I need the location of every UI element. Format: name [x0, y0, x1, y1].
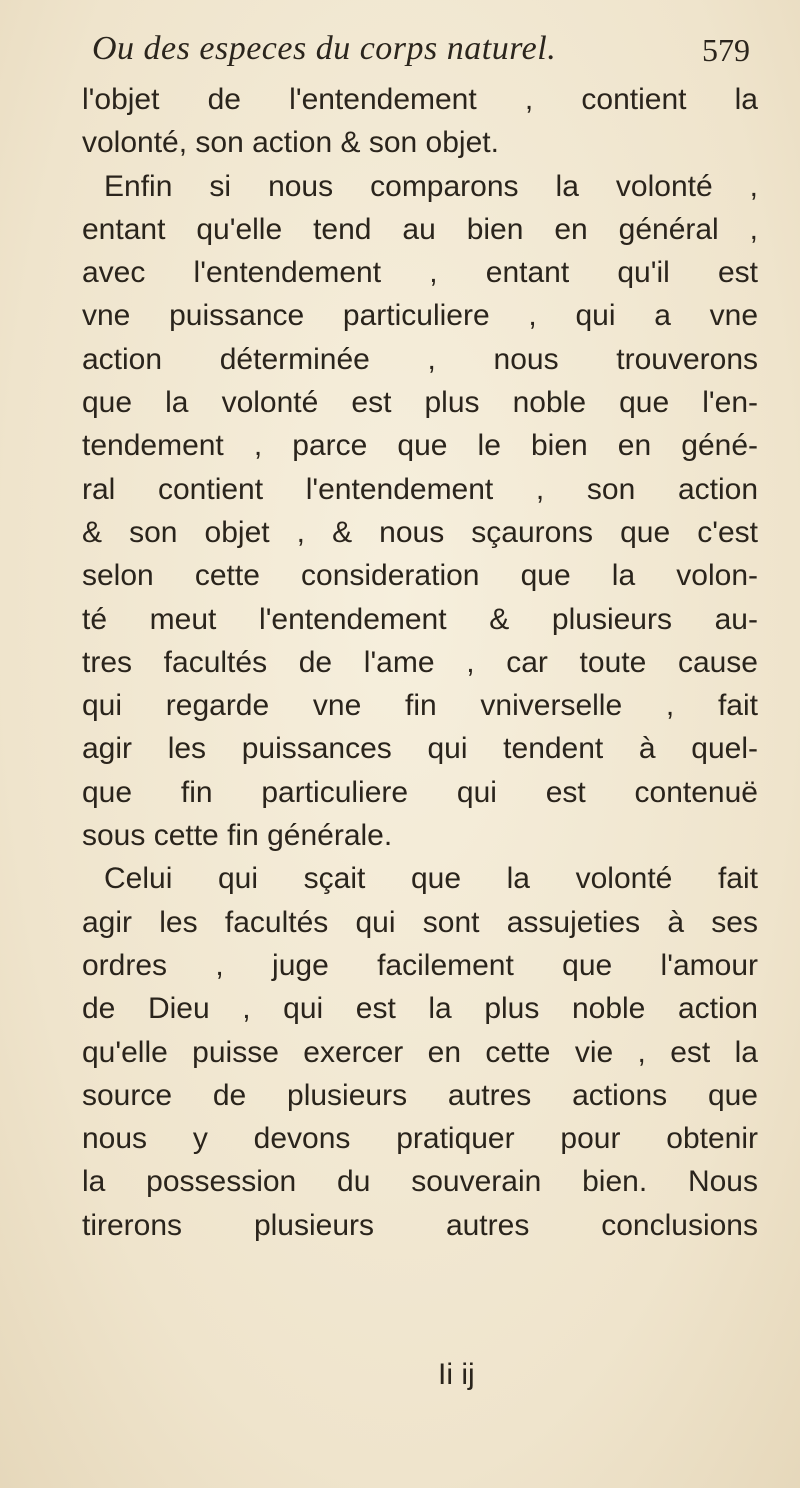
text-line: entant qu'elle tend au bien en général , [82, 212, 758, 246]
text-line: tendement , parce que le bien en géné- [82, 429, 758, 463]
text-line: nous y devons pratiquer pour obtenir [82, 1122, 758, 1156]
page-header [80, 30, 750, 80]
text-line: Celui qui sçait que la volonté fait [104, 862, 758, 896]
text-line: agir les puissances qui tendent à quel- [82, 732, 758, 766]
text-line: selon cette consideration que la volon- [82, 559, 758, 593]
text-line: volonté, son action & son objet. [82, 126, 499, 160]
signature-mark: Ii ij [438, 1358, 475, 1391]
text-line: sous cette fin générale. [82, 819, 393, 853]
page-number: 579 [702, 32, 750, 68]
text-line: tres facultés de l'ame , car toute cause [82, 645, 758, 679]
text-line: qui regarde vne fin vniverselle , fait [82, 689, 758, 723]
text-line: l'objet de l'entendement , contient la [82, 83, 758, 116]
text-line: action déterminée , nous trouverons [82, 342, 758, 376]
text-line: tirerons plusieurs autres conclusions [82, 1208, 758, 1242]
text-line: source de plusieurs autres actions que [82, 1078, 758, 1112]
text-line: té meut l'entendement & plusieurs au- [82, 602, 758, 636]
text-line: Enfin si nous comparons la volonté , [104, 169, 758, 203]
text-line: agir les facultés qui sont assujeties à ses [82, 905, 758, 939]
text-line: & son objet , & nous sçaurons que c'est [82, 515, 758, 549]
text-line: qu'elle puisse exercer en cette vie , est la [82, 1035, 758, 1069]
body-text [82, 78, 758, 1247]
text-line: que fin particuliere qui est contenuë [82, 775, 758, 809]
text-line: vne puissance particuliere , qui a vne [82, 299, 758, 333]
text-line: de Dieu , qui est la plus noble action [82, 992, 758, 1026]
text-line: ral contient l'entendement , son action [82, 472, 758, 506]
text-line: que la volonté est plus noble que l'en- [82, 386, 758, 420]
text-line: ordres , juge facilement que l'amour [82, 948, 758, 982]
running-title: Ou des especes du corps naturel. [92, 30, 557, 67]
text-line: la possession du souverain bien. Nous [82, 1165, 758, 1199]
text-line: avec l'entendement , entant qu'il est [82, 256, 758, 290]
